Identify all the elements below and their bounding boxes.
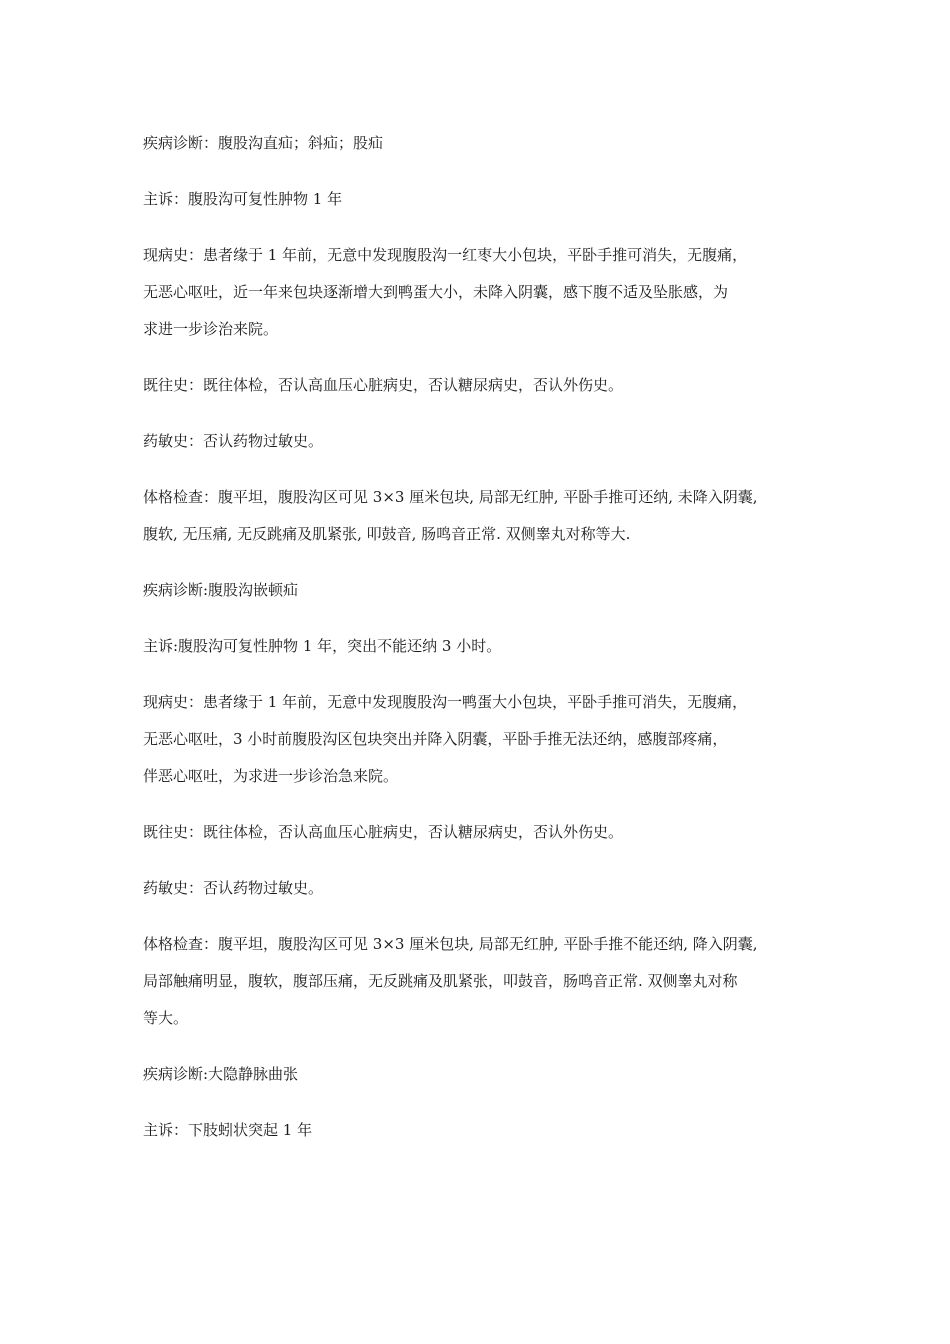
paragraph [143,237,823,348]
paragraph [143,814,823,851]
text-line: 现病史：患者缘于 1 年前，无意中发现腹股沟一鸭蛋大小包块，平卧手推可消失，无腹痛， [143,693,748,711]
document-body [143,125,823,1168]
text-line: 伴恶心呕吐，为求进一步诊治急来院。 [143,767,399,785]
text-line: 疾病诊断:大隐静脉曲张 [143,1065,299,1083]
text-line: 现病史：患者缘于 1 年前，无意中发现腹股沟一红枣大小包块，平卧手推可消失，无腹痛， [143,246,748,264]
paragraph [143,870,823,907]
text-line: 既往史：既往体检，否认高血压心脏病史，否认糖尿病史，否认外伤史。 [143,376,624,394]
text-line: 主诉:腹股沟可复性肿物 1 年，突出不能还纳 3 小时。 [143,637,502,655]
text-line: 体格检查：腹平坦，腹股沟区可见 3×3 厘米包块, 局部无红肿, 平卧手推可还纳, 未降入阴囊, [143,488,758,506]
text-line: 既往史：既往体检，否认高血压心脏病史，否认糖尿病史，否认外伤史。 [143,823,624,841]
text-line: 主诉：腹股沟可复性肿物 1 年 [143,190,343,208]
text-line: 药敏史：否认药物过敏史。 [143,879,324,897]
text-line: 疾病诊断:腹股沟嵌顿疝 [143,581,299,599]
paragraph [143,479,823,553]
text-line: 腹软, 无压痛, 无反跳痛及肌紧张, 叩鼓音, 肠鸣音正常. 双侧睾丸对称等大. [143,525,631,543]
text-line: 无恶心呕吐，3 小时前腹股沟区包块突出并降入阴囊，平卧手推无法还纳，感腹部疼痛， [143,730,728,748]
text-line: 求进一步诊治来院。 [143,320,279,338]
paragraph [143,181,823,218]
text-line: 等大。 [143,1009,189,1027]
text-line: 局部触痛明显，腹软，腹部压痛，无反跳痛及肌紧张，叩鼓音，肠鸣音正常. 双侧睾丸对称 [143,972,738,990]
text-line: 药敏史：否认药物过敏史。 [143,432,324,450]
paragraph [143,367,823,404]
paragraph [143,1112,823,1149]
paragraph [143,125,823,162]
text-line: 无恶心呕吐，近一年来包块逐渐增大到鸭蛋大小，未降入阴囊，感下腹不适及坠胀感，为 [143,283,729,301]
paragraph [143,926,823,1037]
text-line: 体格检查：腹平坦，腹股沟区可见 3×3 厘米包块, 局部无红肿, 平卧手推不能还纳, 降入阴囊, [143,935,758,953]
paragraph [143,1056,823,1093]
paragraph [143,628,823,665]
paragraph [143,423,823,460]
paragraph [143,572,823,609]
text-line: 疾病诊断：腹股沟直疝；斜疝；股疝 [143,134,384,152]
paragraph [143,684,823,795]
text-line: 主诉：下肢蚓状突起 1 年 [143,1121,313,1139]
